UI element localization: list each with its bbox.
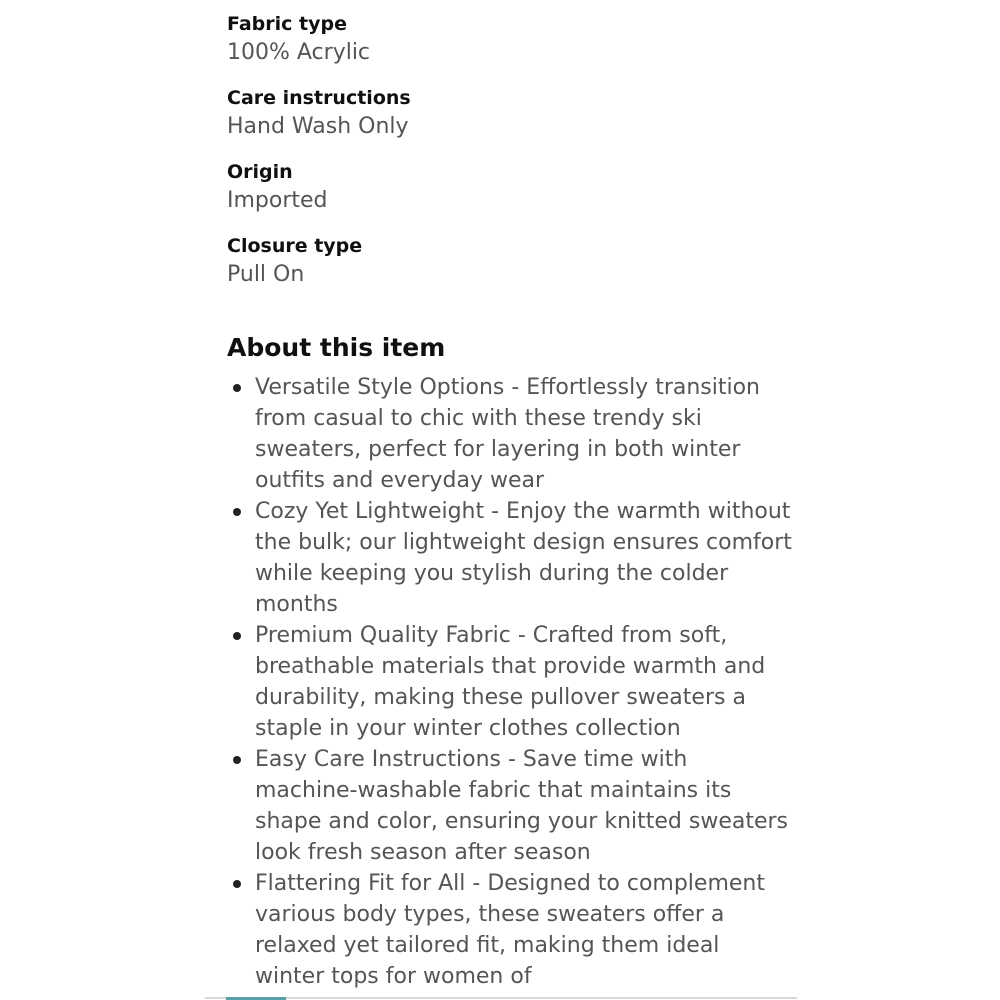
bullet-text: Easy Care Instructions - Save time with machine-washable fabric that maintains its shape and color, ensuring your knitted sweaters look fresh season after season [255, 747, 789, 865]
bottom-divider [205, 997, 797, 999]
detail-label: Closure type [227, 235, 363, 257]
detail-origin [227, 158, 787, 216]
detail-care-instructions [227, 84, 787, 142]
bullet-icon [233, 384, 241, 392]
product-info-panel [205, 0, 797, 1000]
bullet-text: Versatile Style Options - Effortlessly transition from casual to chic with these trendy ski sweaters, perfect for layering in both winter outfits and everyday wear [255, 375, 761, 493]
list-item [233, 868, 793, 992]
about-bullet-list [233, 372, 793, 992]
bullet-icon [233, 632, 241, 640]
detail-label: Fabric type [227, 13, 348, 35]
bullet-text: Cozy Yet Lightweight - Enjoy the warmth without the bulk; our lightweight design ensures comfort while keeping you stylish during the colder months [255, 499, 792, 617]
detail-value: Imported [227, 188, 328, 213]
detail-closure-type [227, 232, 787, 290]
bullet-icon [233, 508, 241, 516]
detail-label: Origin [227, 161, 293, 183]
about-section-title: About this item [227, 333, 446, 362]
bullet-icon [233, 756, 241, 764]
bullet-text: Flattering Fit for All - Designed to complement various body types, these sweaters offer a relaxed yet tailored fit, making them ideal winter tops for women of [255, 871, 765, 989]
bullet-icon [233, 880, 241, 888]
product-details [227, 10, 787, 306]
detail-label: Care instructions [227, 87, 411, 109]
list-item [233, 372, 793, 496]
list-item [233, 744, 793, 868]
detail-value: 100% Acrylic [227, 40, 371, 65]
list-item [233, 496, 793, 620]
detail-value: Hand Wash Only [227, 114, 409, 139]
list-item [233, 620, 793, 744]
detail-value: Pull On [227, 262, 305, 287]
bullet-text: Premium Quality Fabric - Crafted from soft, breathable materials that provide warmth and durability, making these pullover sweaters a staple in your winter clothes collection [255, 623, 766, 741]
detail-fabric-type [227, 10, 787, 68]
